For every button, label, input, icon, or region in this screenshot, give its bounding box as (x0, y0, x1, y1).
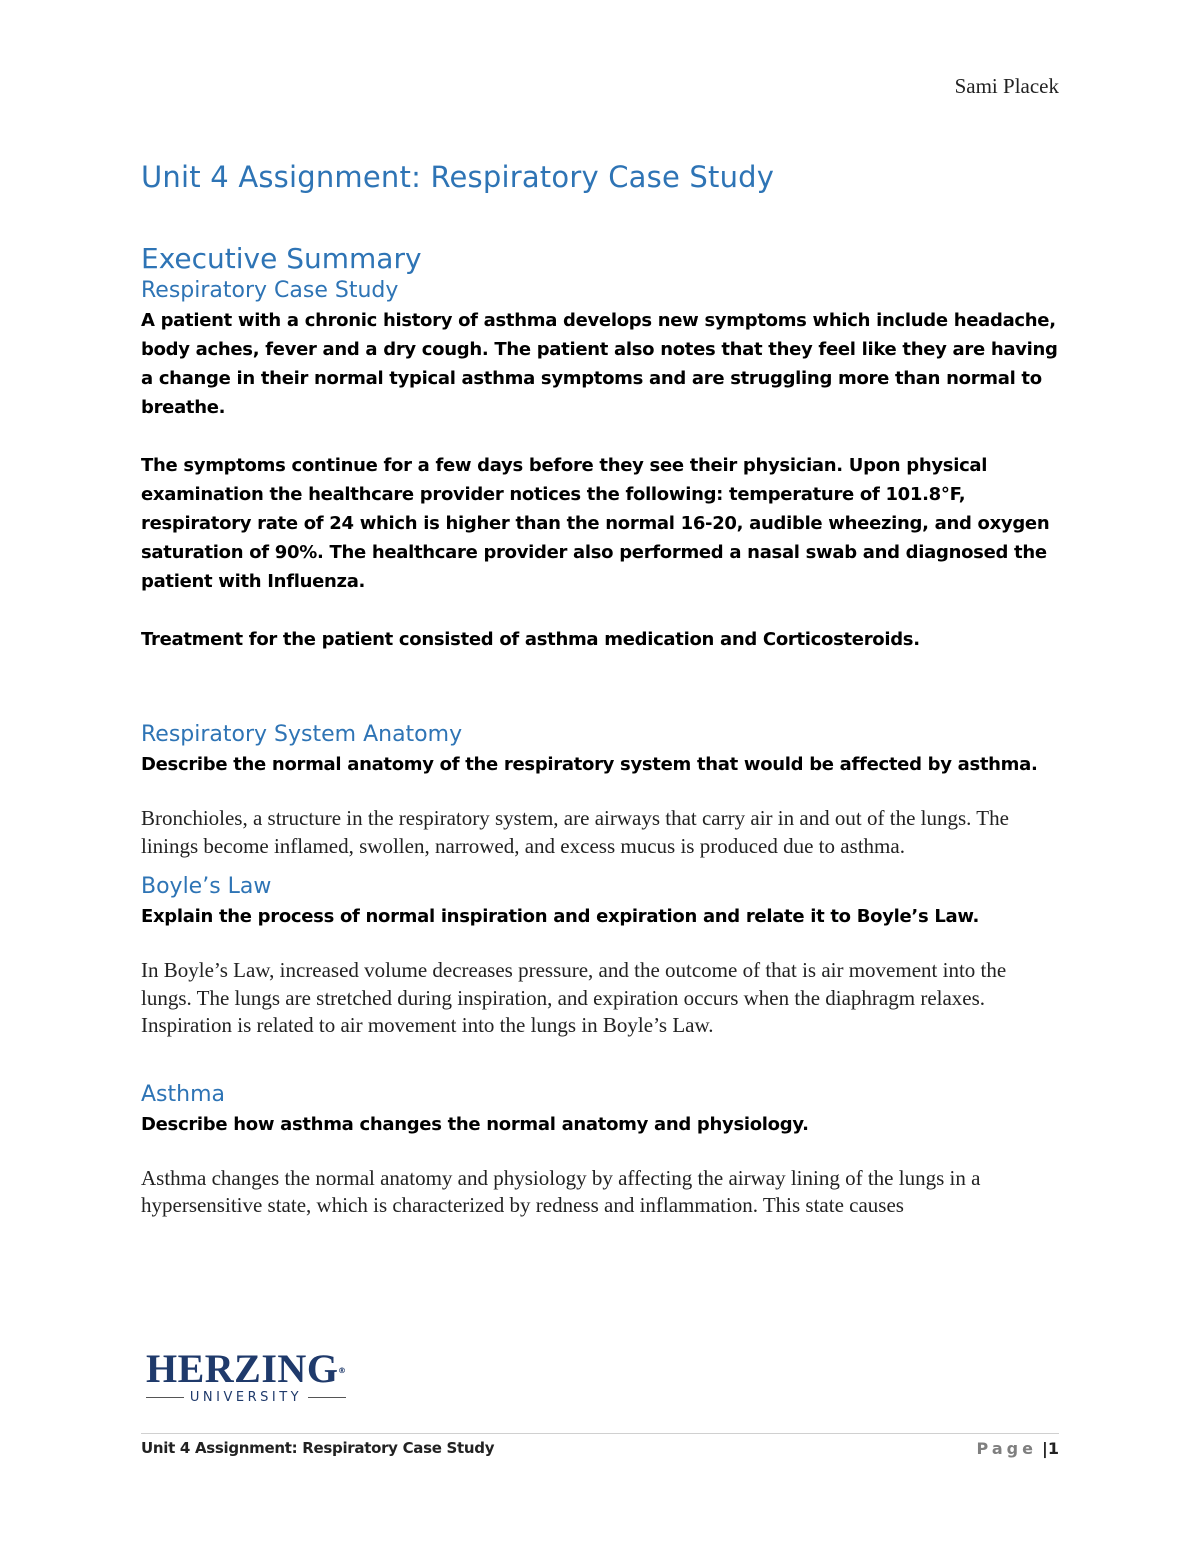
summary-paragraph-2: The symptoms continue for a few days before they see their physician. Upon physical examination the healthcare provider notices the following: temperature of 101.8°F, respiratory rate of 24 which is higher than the normal 16-20, audible wheezing, and oxygen saturation of 90%. The healthcare provider also performed a nasal swab and diagnosed the patient with Influenza. (141, 455, 1050, 592)
anatomy-question: Describe the normal anatomy of the respiratory system that would be affected by asthma. (141, 754, 1038, 775)
summary-paragraph-1: A patient with a chronic history of asthma develops new symptoms which include headache, body aches, fever and a dry cough. The patient also notes that they feel like they are having a change in their normal typical asthma symptoms and are struggling more than normal to breathe. (141, 310, 1058, 418)
boyles-law-heading: Boyle’s Law (141, 874, 272, 899)
page-indicator (977, 1439, 1059, 1458)
document-title: Unit 4 Assignment: Respiratory Case Study (141, 160, 775, 194)
logo-registered-mark: ® (337, 1366, 347, 1375)
herzing-university-logo (146, 1346, 347, 1410)
asthma-heading: Asthma (141, 1081, 225, 1107)
case-study-subheading: Respiratory Case Study (141, 278, 399, 303)
document-body (141, 160, 1061, 1220)
page-separator: | (1042, 1439, 1048, 1458)
footer-divider (141, 1433, 1059, 1434)
executive-summary-heading: Executive Summary (141, 242, 422, 275)
header-author: Sami Placek (954, 74, 1059, 98)
page-label: Page (976, 1439, 1037, 1458)
anatomy-heading: Respiratory System Anatomy (141, 722, 463, 747)
logo-subtitle: UNIVERSITY (189, 1390, 303, 1405)
asthma-answer: Asthma changes the normal anatomy and physiology by affecting the airway lining of the lungs in a hypersensitive state, which is characterized by redness and inflammation. This state causes (141, 1165, 981, 1217)
asthma-question: Describe how asthma changes the normal anatomy and physiology. (141, 1113, 809, 1135)
logo-wordmark: HERZING (146, 1346, 339, 1391)
anatomy-answer: Bronchioles, a structure in the respiratory system, are airways that carry air in and out of the lungs. The linings become inflamed, swollen, narrowed, and excess mucus is produced due to asthma. (141, 806, 1009, 858)
footer-title: Unit 4 Assignment: Respiratory Case Study (141, 1439, 495, 1457)
page-number: 1 (1047, 1439, 1059, 1458)
boyles-law-answer: In Boyle’s Law, increased volume decreases pressure, and the outcome of that is air movement into the lungs. The lungs are stretched during inspiration, and expiration occurs when the diaphragm relaxes. Inspiration is related to air movement into the lungs in Boyle’s Law. (141, 958, 1007, 1037)
summary-paragraph-3: Treatment for the patient consisted of asthma medication and Corticosteroids. (141, 629, 920, 650)
boyles-law-question: Explain the process of normal inspiration and expiration and relate it to Boyle’s Law. (141, 906, 980, 927)
